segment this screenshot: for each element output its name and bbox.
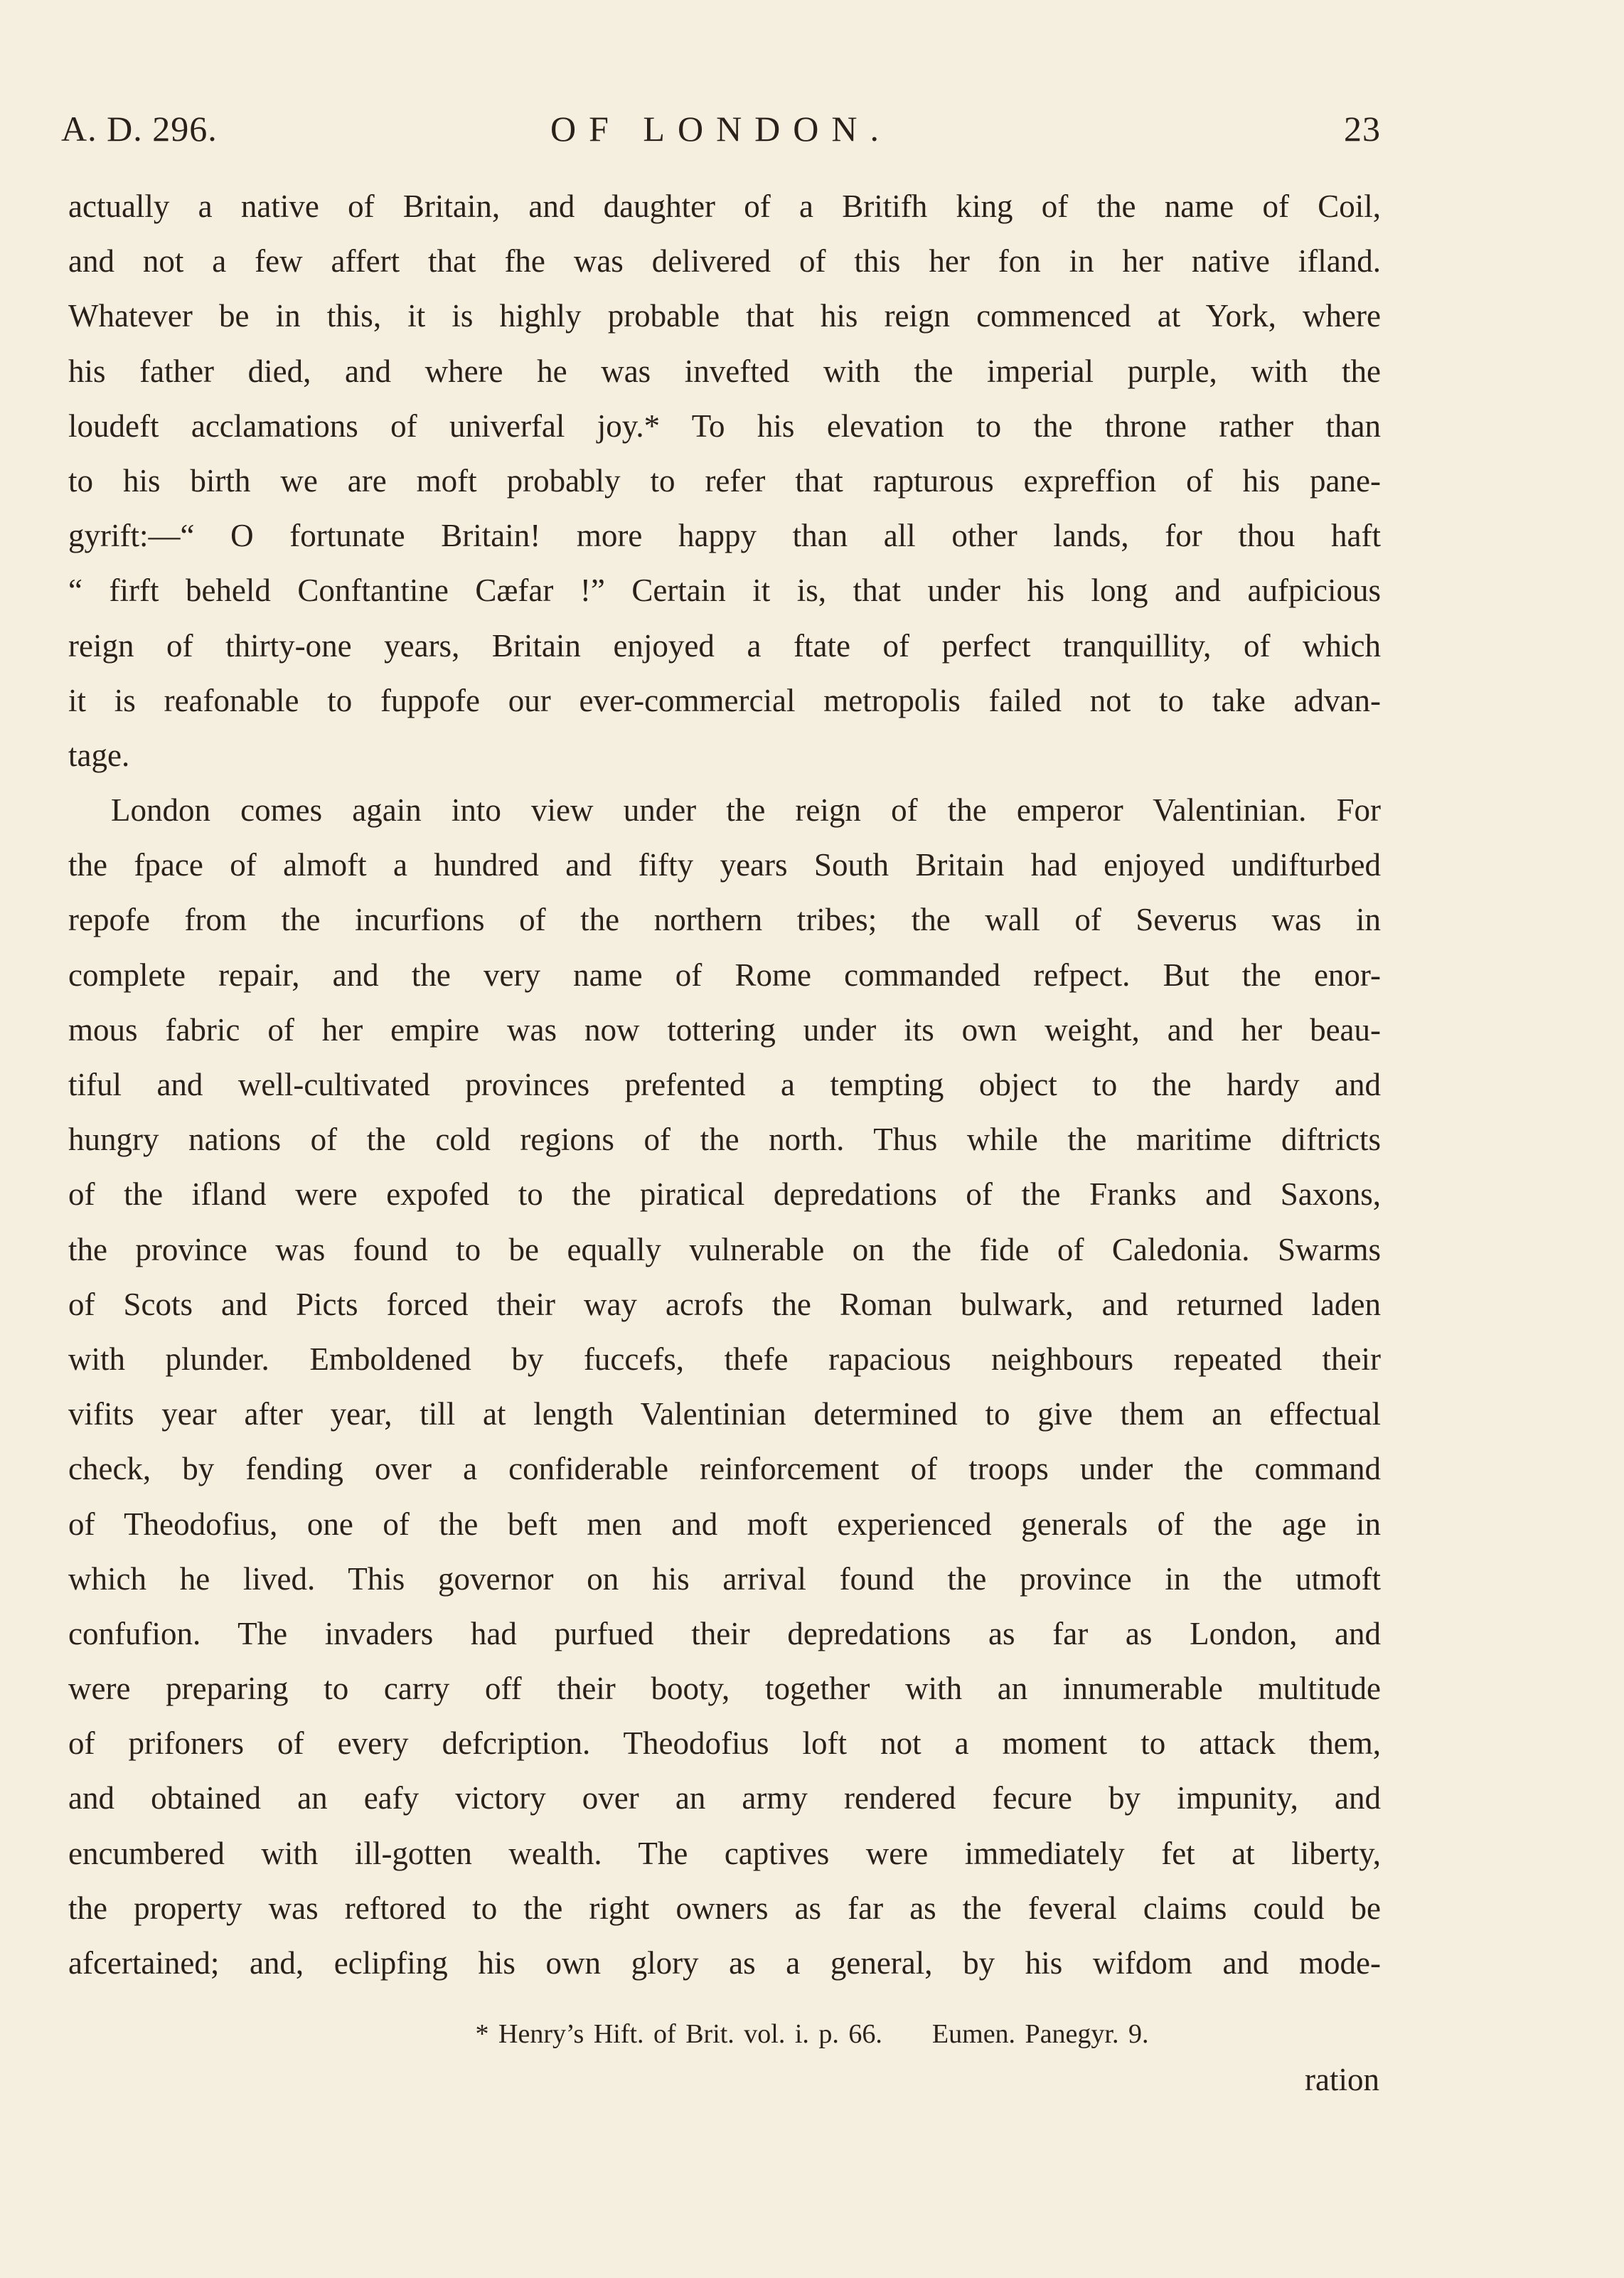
text-line: loudeft acclamations of univerfal joy.* To his elevation to the throne rather than bbox=[68, 408, 1381, 444]
body-text bbox=[68, 179, 1381, 1991]
text-line: of prifoners of every defcription. Theodofius loft not a moment to attack them, bbox=[68, 1725, 1381, 1762]
text-line: it is reafonable to fuppofe our ever-commercial metropolis failed not to take advan- bbox=[68, 682, 1381, 718]
text-line: repofe from the incurfions of the northern tribes; the wall of Severus was in bbox=[68, 902, 1381, 938]
footnote-citation-eumen: Eumen. Panegyr. 9. bbox=[931, 2019, 1149, 2049]
footnote bbox=[0, 2018, 1624, 2050]
catchword: ration bbox=[1305, 2062, 1379, 2097]
text-line: vifits year after year, till at length Valentinian determined to give them an effectual bbox=[68, 1396, 1381, 1432]
text-line: “ firft beheld Conftantine Cæfar !” Certain it is, that under his long and aufpicious bbox=[68, 573, 1381, 609]
text-line: complete repair, and the very name of Rome commanded refpect. But the enor- bbox=[68, 957, 1381, 993]
text-line: mous fabric of her empire was now tottering under its own weight, and her beau- bbox=[68, 1011, 1381, 1048]
text-line: of Scots and Picts forced their way acrofs the Roman bulwark, and returned laden bbox=[68, 1286, 1381, 1322]
text-line: actually a native of Britain, and daughter of a Britifh king of the name of Coil, bbox=[68, 188, 1381, 224]
text-line: the province was found to be equally vulnerable on the fide of Caledonia. Swarms bbox=[68, 1231, 1381, 1267]
text-line: the property was reftored to the right owners as far as the feveral claims could be bbox=[68, 1890, 1381, 1926]
text-line: encumbered with ill-gotten wealth. The captives were immediately fet at liberty, bbox=[68, 1835, 1381, 1871]
page-number: 23 bbox=[1344, 109, 1381, 149]
text-line: and not a few affert that fhe was delivered of this her fon in her native ifland. bbox=[68, 243, 1381, 280]
text-line: to his birth we are moft probably to refer that rapturous expreffion of his pane- bbox=[68, 462, 1381, 499]
text-line: the fpace of almoft a hundred and fifty years South Britain had enjoyed undifturbed bbox=[68, 847, 1381, 883]
text-line: gyrift:—“ O fortunate Britain! more happy than all other lands, for thou haft bbox=[68, 518, 1381, 554]
text-line: Whatever be in this, it is highly probable that his reign commenced at York, where bbox=[68, 298, 1381, 334]
text-line: check, by fending over a confiderable reinforcement of troops under the command bbox=[68, 1451, 1381, 1487]
text-line: of Theodofius, one of the beft men and moft experienced generals of the age in bbox=[68, 1506, 1381, 1542]
header-year: A. D. 296. bbox=[61, 109, 218, 149]
text-line: and obtained an eafy victory over an army rendered fecure by impunity, and bbox=[68, 1780, 1381, 1816]
text-line: with plunder. Emboldened by fuccefs, thefe rapacious neighbours repeated their bbox=[68, 1341, 1381, 1377]
text-line: reign of thirty-one years, Britain enjoyed a ftate of perfect tranquillity, of which bbox=[68, 627, 1381, 664]
running-header bbox=[61, 108, 1381, 158]
text-line: hungry nations of the cold regions of the north. Thus while the maritime diftricts bbox=[68, 1122, 1381, 1158]
header-title: OF LONDON. bbox=[550, 109, 892, 149]
text-line: afcertained; and, eclipfing his own glory as a general, by his wifdom and mode- bbox=[68, 1945, 1381, 1981]
text-line: confufion. The invaders had purfued their depredations as far as London, and bbox=[68, 1615, 1381, 1651]
text-line: tage. bbox=[68, 737, 130, 773]
paragraph-start-line: London comes again into view under the reign of the emperor Valentinian. For bbox=[111, 792, 1381, 829]
text-line: of the ifland were expofed to the piratical depredations of the Franks and Saxons, bbox=[68, 1176, 1381, 1213]
text-line: his father died, and where he was invefted with the imperial purple, with the bbox=[68, 353, 1381, 389]
text-line: were preparing to carry off their booty, together with an innumerable multitude bbox=[68, 1671, 1381, 1707]
text-line: which he lived. This governor on his arrival found the province in the utmoft bbox=[68, 1560, 1381, 1597]
text-line: tiful and well-cultivated provinces prefented a tempting object to the hardy and bbox=[68, 1067, 1381, 1102]
footnote-citation-henry: * Henry’s Hift. of Brit. vol. i. p. 66. bbox=[475, 2019, 882, 2049]
